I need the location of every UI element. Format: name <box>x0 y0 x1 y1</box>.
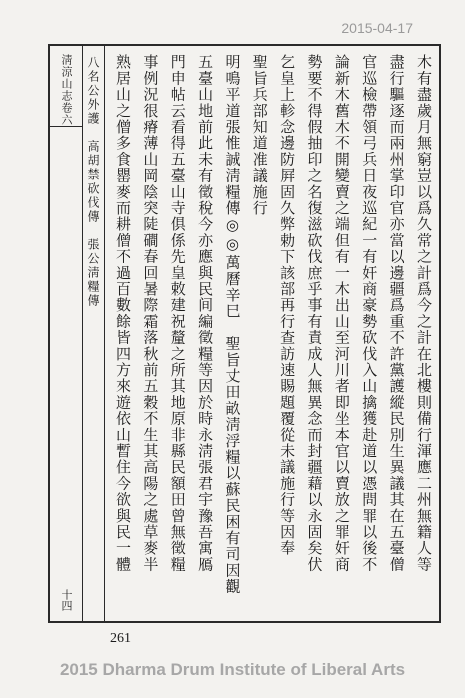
header-column <box>82 46 105 621</box>
date-stamp: 2015-04-17 <box>341 20 413 36</box>
sidebar-divider <box>50 126 82 127</box>
sidebar-page-label: 十四 <box>60 589 73 611</box>
page-frame <box>48 44 441 623</box>
text-column: 論新木舊木不開變賣之端但有一木出山至河川者即坐本官以賣放之罪奸商 <box>332 54 351 573</box>
text-column: 五臺山地前此未有徵稅今亦應與民间編徵糧等因於時永淸張君宇豫吾寓鴈 <box>196 54 215 573</box>
text-columns <box>110 54 437 613</box>
text-column: 事例況很瘠薄山岡陰突陡磵春回暑際霜落秋前五穀不生其高陽之處草麥半 <box>141 54 160 573</box>
text-column: 盡行驅逐而兩州掌印官亦當以邊疆爲重不許黨護縱民別生異議其在五臺僧 <box>387 54 406 573</box>
sidebar-title: 淸涼山志卷六 <box>60 54 73 126</box>
text-column: 勢要不得假抽印之名復滋砍伐庶乎事有責成人無異念而封疆藉以永固矣伏 <box>305 54 324 573</box>
text-column: 木有盡歲月無窮豈以爲久常之計爲今之計在北樓則備行渾應二州無籍人等 <box>414 54 433 573</box>
text-column: 聖旨兵部知道准議施行 <box>250 54 269 216</box>
sidebar <box>50 46 83 621</box>
text-column: 熟居山之僧多食罌麥而耕僧不過百數餘皆四方來遊依山暫住今欲與民一體 <box>114 54 132 573</box>
text-column: 官巡檢帶領弓兵日夜巡紀一有奸商豪勢砍伐入山擒獲赴道以憑問罪以後不 <box>360 54 379 573</box>
header-text: 八名公外護 高胡禁砍伐傳 張公淸糧傳 <box>86 56 100 308</box>
text-column: 乞皇上軫念邊防屛固久弊勅下該部再行查訪速賜題覆從未議施行等因奉 <box>278 54 297 557</box>
text-column: 門申帖云看得五臺山寺俱係先皇敕建祝釐之所其地原非縣民額田曾無徵糧 <box>168 54 187 573</box>
page-number: 261 <box>110 631 131 646</box>
footer-watermark: 2015 Dharma Drum Institute of Liberal Arts <box>59 660 406 679</box>
text-column: 明鳴平道張惟誠淸糧傳◎◎萬曆辛巳 聖旨丈田畝淸浮糧以蘇民困有司因觀 <box>223 54 242 595</box>
